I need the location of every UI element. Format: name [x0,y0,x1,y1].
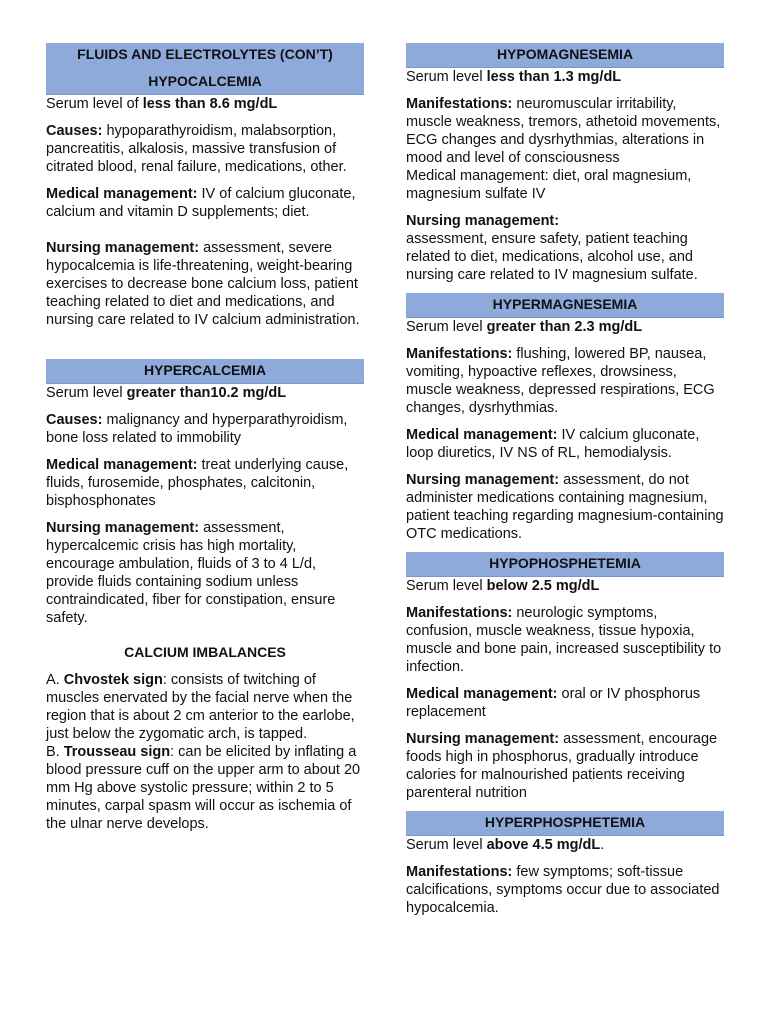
calcium-imbalances-title: CALCIUM IMBALANCES [124,644,286,660]
hypomagnesemia-nursing-label-line [406,212,724,230]
hypermagnesemia-nursing [406,471,724,543]
medical-label: Medical management: [46,186,198,202]
manifestations-text: neurologic symptoms, confusion, muscle weakness, tissue hypoxia, muscle and bone pain, increased susceptibility to infection. [406,605,722,675]
chvostek-text: : consists of twitching of muscles enervated by the facial nerve when the region that is about 2 cm anterior to the earlobe, just below the zygomatic arch, is tapped. [46,672,355,742]
hyperphosphetemia-header [406,811,724,836]
hypermagnesemia-header [406,293,724,318]
hypophosphetemia-manifestations [406,604,724,676]
item-marker: B. [46,744,64,760]
serum-value: greater than10.2 mg/dL [126,385,287,401]
hypercalcemia-medical [46,456,364,510]
hypophosphetemia-header [406,552,724,577]
hypocalcemia-header [46,43,364,95]
hypercalcemia-title: HYPERCALCEMIA [143,362,267,378]
serum-value: less than 1.3 mg/dL [486,69,622,85]
serum-prefix: Serum level [406,578,487,594]
medical-text: treat underlying cause, fluids, furosemide, phosphates, calcitonin, bisphosphonates [46,457,349,509]
hypocalcemia-title: HYPOCALCEMIA [148,73,262,89]
serum-value: below 2.5 mg/dL [486,578,600,594]
hypomagnesemia-manifestations [406,95,724,167]
nursing-label: Nursing management: [46,240,200,256]
hyperphosphetemia-title: HYPERPHOSPHETEMIA [484,814,646,830]
hypocalcemia-serum [46,95,364,113]
hypermagnesemia-title: HYPERMAGNESEMIA [492,296,638,312]
serum-suffix: . [600,837,605,853]
medical-label: Medical management: [46,457,198,473]
hypercalcemia-nursing [46,519,364,627]
manifestations-label: Manifestations: [406,346,513,362]
hypophosphetemia-medical [406,685,724,721]
manifestations-text: flushing, lowered BP, nausea, vomiting, hypoactive reflexes, drowsiness, muscle weakness, depressed respirations, ECG changes, dysrhythmias. [406,346,715,416]
hypomagnesemia-title: HYPOMAGNESEMIA [496,46,634,62]
hypermagnesemia-manifestations [406,345,724,417]
hypophosphetemia-title: HYPOPHOSPHETEMIA [489,555,641,571]
hypocalcemia-causes [46,122,364,176]
trousseau-label: Trousseau sign [63,744,171,760]
medical-text: oral or IV phosphorus replacement [406,686,701,720]
hypomagnesemia-medical: Medical management: diet, oral magnesium, magnesium sulfate IV [406,168,692,202]
trousseau-text: : can be elicited by inflating a blood pressure cuff on the upper arm to about 20 mm Hg above systolic pressure; within 2 to 5 minutes, carpal spasm will occur as ischemia of the ulnar nerve develops. [46,744,361,832]
causes-label: Causes: [46,412,103,428]
hypomagnesemia-serum [406,68,724,86]
hypocalcemia-medical [46,185,364,221]
hypercalcemia-causes [46,411,364,447]
hyperphosphetemia-serum [406,836,724,854]
manifestations-label: Manifestations: [406,605,513,621]
hypomagnesemia-nursing: assessment, ensure safety, patient teaching related to diet, medications, alcohol use, and nursing care related to IV magnesium sulfate. [406,231,698,283]
serum-prefix: Serum level [406,319,487,335]
nursing-text: assessment, hypercalcemic crisis has high mortality, encourage ambulation, fluids of 3 to 4 L/d, provide fluids containing sodium unless contraindicated, fiber for constipation, ensure safety. [46,520,336,626]
medical-text: IV calcium gluconate, loop diuretics, IV NS of RL, hemodialysis. [406,427,700,461]
medical-label: Medical management: [406,427,558,443]
nursing-label: Nursing management: [406,731,560,747]
chvostek-sign-item [46,671,364,743]
manifestations-label: Manifestations: [406,864,513,880]
hypercalcemia-header [46,359,364,384]
serum-value: greater than 2.3 mg/dL [486,319,643,335]
hypophosphetemia-serum [406,577,724,595]
manifestations-text: few symptoms; soft-tissue calcifications, symptoms occur due to associated hypocalcemia. [406,864,720,916]
manifestations-label: Manifestations: [406,96,513,112]
left-column [46,43,364,833]
medical-label: Medical management: [406,686,558,702]
serum-value: above 4.5 mg/dL [486,837,601,853]
serum-prefix: Serum level [406,69,487,85]
section-title-continued: FLUIDS AND ELECTROLYTES (CON’T) [77,46,333,62]
nursing-label: Nursing management: [406,472,560,488]
hypercalcemia-serum [46,384,364,402]
serum-value: less than 8.6 mg/dL [142,96,278,112]
hypermagnesemia-serum [406,318,724,336]
nursing-text: assessment, severe hypocalcemia is life-threatening, weight-bearing exercises to decrease bone calcium loss, patient teaching related to diet and medications, and nursing care related to IV calcium administration. [46,240,360,328]
hypophosphetemia-nursing [406,730,724,802]
causes-text: malignancy and hyperparathyroidism, bone loss related to immobility [46,412,348,446]
hypermagnesemia-medical [406,426,724,462]
chvostek-label: Chvostek sign [63,672,163,688]
causes-text: hypoparathyroidism, malabsorption, pancreatitis, alkalosis, massive transfusion of citrated blood, renal failure, medications, other. [46,123,347,175]
serum-prefix: Serum level of [46,96,143,112]
nursing-text: assessment, do not administer medications containing magnesium, patient teaching regarding magnesium-containing OTC medications. [406,472,724,542]
nursing-label: Nursing management: [406,213,560,229]
nursing-text: assessment, encourage foods high in phosphorus, gradually introduce calories for malnourished patients receiving parenteral nutrition [406,731,718,801]
hyperphosphetemia-manifestations [406,863,724,917]
serum-prefix: Serum level [406,837,487,853]
hypocalcemia-nursing [46,239,364,329]
nursing-label: Nursing management: [46,520,200,536]
hypomagnesemia-header [406,43,724,68]
trousseau-sign-item [46,743,364,833]
right-column [406,43,724,926]
medical-text: IV of calcium gluconate, calcium and vitamin D supplements; diet. [46,186,356,220]
manifestations-text: neuromuscular irritability, muscle weakness, tremors, athetoid movements, ECG changes and dysrhythmias, alterations in mood and level of consciousness [406,96,721,166]
serum-prefix: Serum level [46,385,127,401]
causes-label: Causes: [46,123,103,139]
item-marker: A. [46,672,64,688]
